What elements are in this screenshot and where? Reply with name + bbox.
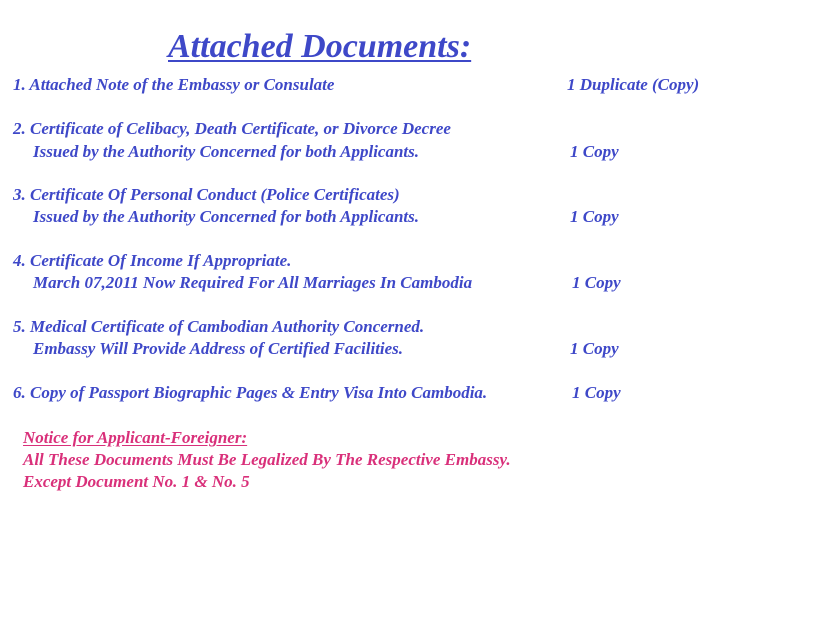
- item-2-text: 2. Certificate of Celibacy, Death Certificate, or Divorce Decree: [13, 119, 451, 138]
- item-4-copy: 1 Copy: [572, 273, 621, 292]
- item-6-copy: 1 Copy: [572, 383, 621, 402]
- item-5-copy: 1 Copy: [570, 339, 619, 358]
- item-3-subtext: Issued by the Authority Concerned for both Applicants.: [33, 207, 420, 226]
- notice-line-2: Except Document No. 1 & No. 5: [23, 472, 250, 491]
- item-3-text: 3. Certificate Of Personal Conduct (Police Certificates): [13, 185, 400, 204]
- notice-heading: Notice for Applicant-Foreigner:: [23, 428, 248, 447]
- item-3-copy: 1 Copy: [570, 207, 619, 226]
- item-4-subtext: March 07,2011 Now Required For All Marriages In Cambodia: [33, 273, 473, 292]
- page-title: Attached Documents:: [168, 28, 472, 65]
- item-6-text: 6. Copy of Passport Biographic Pages & Entry Visa Into Cambodia.: [13, 383, 488, 402]
- item-5-subtext: Embassy Will Provide Address of Certified Facilities.: [33, 339, 404, 358]
- item-1-text: 1. Attached Note of the Embassy or Consulate: [13, 75, 335, 94]
- item-2-copy: 1 Copy: [570, 142, 619, 161]
- item-1-copy: 1 Duplicate (Copy): [567, 75, 700, 94]
- item-4-text: 4. Certificate Of Income If Appropriate.: [13, 251, 292, 270]
- item-5-text: 5. Medical Certificate of Cambodian Authority Concerned.: [13, 317, 425, 336]
- notice-line-1: All These Documents Must Be Legalized By The Respective Embassy.: [23, 450, 511, 469]
- item-2-subtext: Issued by the Authority Concerned for both Applicants.: [33, 142, 420, 161]
